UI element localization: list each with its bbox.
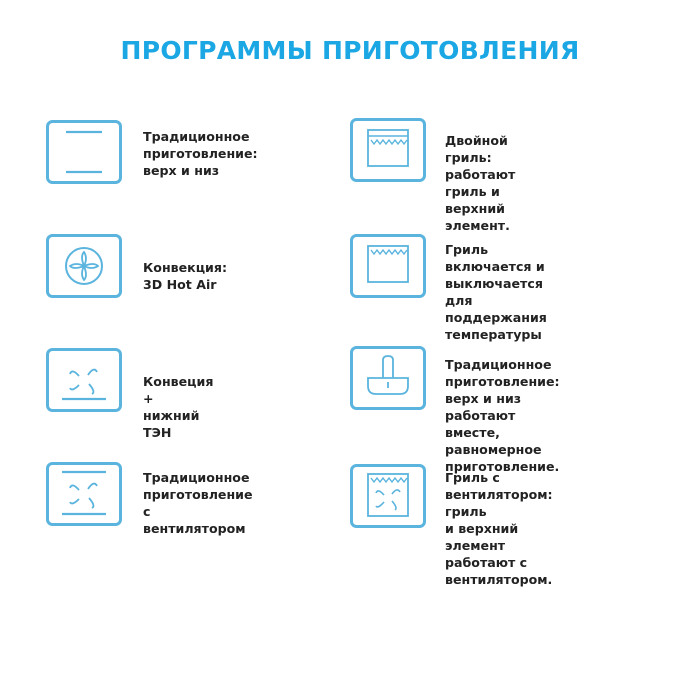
page-title: ПРОГРАММЫ ПРИГОТОВЛЕНИЯ: [120, 36, 580, 65]
program-label: Гриль с вентилятором: гриль и верхний элемент работают с вентилятором.: [445, 470, 553, 587]
program-label: Гриль включается и выключается для поддержания температуры: [445, 242, 547, 342]
program-label: Конвеция + нижний ТЭН: [143, 374, 214, 440]
convection-fan-icon: [46, 234, 122, 298]
program-label: Двойной гриль: работают гриль и верхний элемент.: [445, 133, 516, 233]
bottom-heat-pan-icon: [350, 346, 426, 410]
program-label: Традиционное приготовление с вентилятором: [143, 470, 253, 536]
grill-cycling-icon: [350, 234, 426, 298]
fan-top-bottom-heat-icon: [46, 462, 122, 526]
double-grill-icon: [350, 118, 426, 182]
fan-grill-icon: [350, 464, 426, 528]
program-label: Традиционное приготовление: верх и низ: [143, 129, 258, 178]
top-bottom-heat-icon: [46, 120, 122, 184]
program-label: Конвекция: 3D Hot Air: [143, 260, 227, 292]
fan-bottom-heat-icon: [46, 348, 122, 412]
program-label: Традиционное приготовление: верх и низ работают вместе, равномерное приготовление.: [445, 357, 560, 474]
